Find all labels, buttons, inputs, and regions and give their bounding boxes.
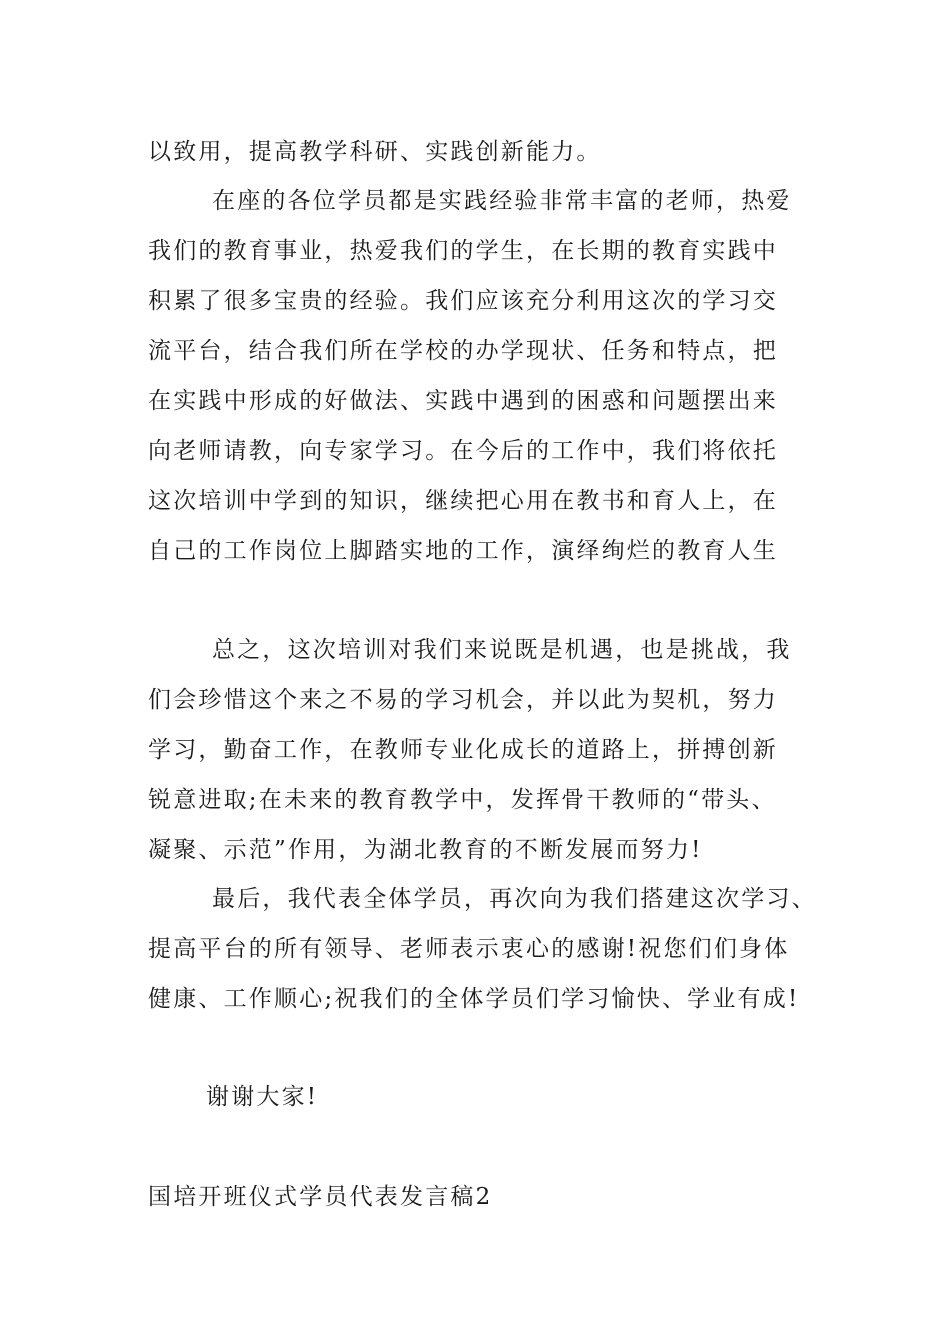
paragraph-line: 我们的教育事业，热爱我们的学生，在长期的教育实践中 (148, 238, 778, 264)
paragraph-line: 最后，我代表全体学员，再次向为我们搭建这次学习、 (212, 886, 817, 912)
paragraph-line: 们会珍惜这个来之不易的学习机会，并以此为契机，努力 (148, 687, 778, 713)
paragraph-line: 凝聚、示范”作用，为湖北教育的不断发展而努力! (148, 837, 703, 863)
closing-thanks: 谢谢大家! (206, 1084, 319, 1110)
paragraph-line: 提高平台的所有领导、老师表示衷心的感谢!祝您们们身体 (148, 936, 790, 962)
paragraph-line: 锐意进取;在未来的教育教学中，发挥骨干教师的“带头、 (148, 787, 777, 813)
paragraph-line: 总之，这次培训对我们来说既是机遇，也是挑战，我 (212, 637, 792, 663)
paragraph-line: 以致用，提高教学科研、实践创新能力。 (148, 139, 602, 165)
paragraph-line: 积累了很多宝贵的经验。我们应该充分利用这次的学习交 (148, 288, 778, 314)
paragraph-line: 自己的工作岗位上脚踏实地的工作，演绎绚烂的教育人生 (148, 538, 778, 564)
paragraph-line: 健康、工作顺心;祝我们的全体学员们学习愉快、学业有成! (148, 986, 800, 1012)
next-section-title: 国培开班仪式学员代表发言稿2 (148, 1184, 493, 1210)
paragraph-line: 在座的各位学员都是实践经验非常丰富的老师，热爱 (212, 188, 792, 214)
paragraph-line: 这次培训中学到的知识，继续把心用在教书和育人上，在 (148, 488, 778, 514)
paragraph-line: 学习，勤奋工作，在教师专业化成长的道路上，拼搏创新 (148, 737, 778, 763)
paragraph-line: 在实践中形成的好做法、实践中遇到的困惑和问题摆出来 (148, 388, 778, 414)
paragraph-line: 向老师请教，向专家学习。在今后的工作中，我们将依托 (148, 438, 778, 464)
paragraph-line: 流平台，结合我们所在学校的办学现状、任务和特点，把 (148, 338, 778, 364)
